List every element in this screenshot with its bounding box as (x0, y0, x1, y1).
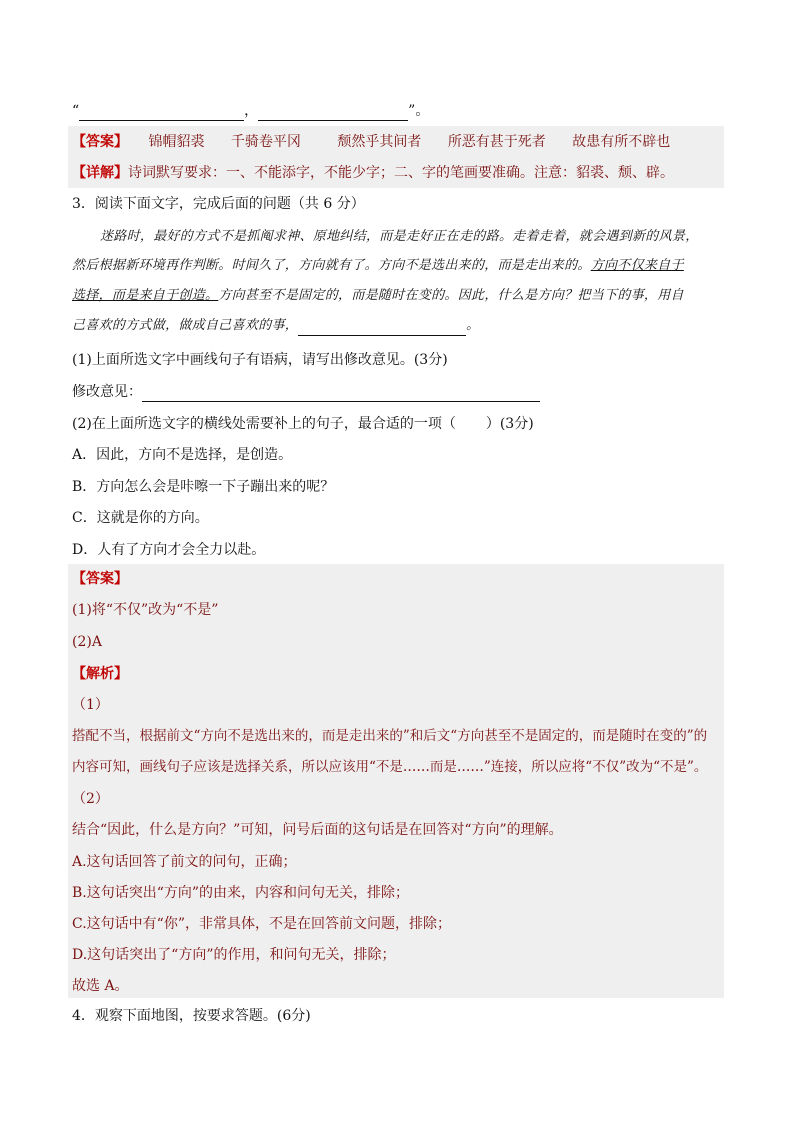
revision-blank[interactable] (142, 401, 540, 402)
detail-label: 【详解】 (72, 165, 128, 181)
analysis-part-1-label: （1） (72, 697, 109, 713)
analysis-item-c: C.这句话中有“你”，非常具体，不是在回答前文问题，排除； (72, 916, 451, 932)
analysis-label: 【解析】 (72, 666, 128, 682)
sub-question-1: (1)上面所选文字中画线句子有语病，请写出修改意见。(3分) (72, 352, 448, 368)
q2-detail-line: 【详解】诗词默写要求：一、不能添字，不能少字；二、字的笔画要准确。注意：貂裘、颓、辟。 (72, 165, 674, 181)
passage-line-2: 然后根据新环境再作判断。时间久了，方向就有了。方向不是选出来的，而是走出来的。方向不仅来自于 (72, 258, 684, 273)
blank-1[interactable] (79, 120, 244, 121)
answer-label: 【答案】 (72, 134, 128, 150)
option-d: D．人有了方向才会全力以赴。 (72, 542, 266, 558)
passage-line-4: 己喜欢的方式做，做成自己喜欢的事， 。 (72, 316, 479, 336)
option-b: B．方向怎么会是咔嚓一下子蹦出来的呢？ (72, 479, 335, 495)
passage-blank[interactable] (298, 335, 466, 336)
sub-question-2: (2)在上面所选文字的横线处需要补上的句子，最合适的一项（ ）(3分) (72, 416, 534, 432)
answer-2: (2)A (72, 634, 102, 650)
analysis-part-2-label: （2） (72, 791, 109, 807)
option-c: C．这就是你的方向。 (72, 510, 209, 526)
answer-1: (1)将“不仅”改为“不是” (72, 602, 219, 618)
q2-answer-line: 【答案】 锦帽貂裘 千骑卷平冈 颓然乎其间者 所恶有甚于死者 故患有所不辟也 (72, 134, 671, 150)
analysis-item-b: B.这句话突出“方向”的由来，内容和问句无关，排除； (72, 885, 410, 901)
blank-2[interactable] (258, 120, 408, 121)
q4-title: 4．观察下面地图，按要求答题。(6分) (72, 1008, 311, 1024)
option-a: A．因此，方向不是选择，是创造。 (72, 447, 293, 463)
q3-title: 3．阅读下面文字，完成后面的问题（共 6 分） (72, 196, 365, 212)
underlined-sentence-part1: 方向不仅来自于 (590, 258, 684, 273)
underlined-sentence-part2: 选择，而是来自于创造。 (72, 288, 219, 303)
q3-answer-label: 【答案】 (72, 571, 128, 587)
analysis-item-d: D.这句话突出了“方向”的作用，和问句无关，排除； (72, 947, 396, 963)
analysis-part-1-line-2: 内容可知，画线句子应该是选择关系，所以应该用“不是……而是……”连接，所以应将“不仅”改为“不是”。 (72, 759, 708, 775)
passage-line-3: 选择，而是来自于创造。方向甚至不是固定的，而是随时在变的。因此，什么是方向？把当下的事，用自 (72, 288, 684, 303)
q2-blank-line: “ ， ”。 (72, 103, 430, 119)
analysis-item-a: A.这句话回答了前文的问句，正确； (72, 854, 297, 870)
analysis-part-2-line-1: 结合“因此，什么是方向？”可知，问号后面的这句话是在回答对“方向”的理解。 (72, 822, 563, 838)
analysis-part-1-line-1: 搭配不当，根据前文“方向不是选出来的，而是走出来的”和后文“方向甚至不是固定的，而是随时在变的”的 (72, 728, 708, 744)
revision-line: 修改意见： (72, 382, 540, 402)
passage-line-1: 迷路时，最好的方式不是抓阄求神、原地纠结，而是走好正在走的路。走着走着，就会遇到新的风景， (100, 229, 699, 244)
analysis-conclusion: 故选 A。 (72, 978, 129, 994)
